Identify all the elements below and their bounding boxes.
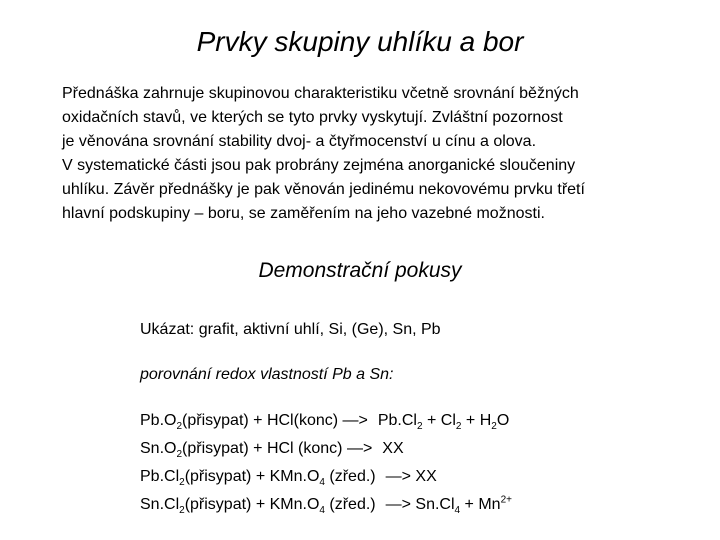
formula-text: O xyxy=(496,412,510,429)
formula-index: 4 xyxy=(319,477,325,489)
formula-text: + H xyxy=(461,412,492,429)
reaction-products xyxy=(382,435,403,463)
section-heading: Demonstrační pokusy xyxy=(258,259,462,282)
formula-index: 2 xyxy=(176,421,183,433)
formula-index: 2 xyxy=(179,505,185,517)
intro-paragraph xyxy=(62,82,702,226)
reaction-reactants xyxy=(140,491,376,519)
intro-line: Přednáška zahrnuje skupinovou charakteristiku včetně srovnání běžných xyxy=(62,85,579,102)
formula-index: 2 xyxy=(491,421,497,433)
reaction-products xyxy=(386,491,512,519)
intro-line: je věnována srovnání stability dvoj- a čtyřmocenství u cínu a olova. xyxy=(62,133,537,150)
demo-items-line: Ukázat: grafit, aktivní uhlí, Si, (Ge), Sn, Pb xyxy=(140,321,441,338)
formula-text: Pb.Cl xyxy=(140,468,180,485)
formula-text: (zřed.) xyxy=(324,468,376,485)
formula-index: 2 xyxy=(179,477,185,489)
formula-text: XX xyxy=(382,440,404,457)
reaction-products xyxy=(378,407,509,435)
formula-text: (přisypat) + HCl(konc) —> xyxy=(182,412,368,429)
reaction-reactants xyxy=(140,463,376,491)
formula-text: —> XX xyxy=(385,468,437,485)
intro-line: hlavní podskupiny – boru, se zaměřením na jeho vazebné možnosti. xyxy=(62,205,545,222)
intro-line: uhlíku. Závěr přednášky je pak věnován jedinému nekovovému prvku třetí xyxy=(62,181,585,198)
formula-text: Sn.O xyxy=(140,440,177,457)
formula-text: (přisypat) + KMn.O xyxy=(184,496,320,513)
formula-text: (přisypat) + HCl (konc) —> xyxy=(182,440,373,457)
reaction-products xyxy=(386,463,437,491)
formula-index: 2 xyxy=(455,421,462,433)
intro-line: V systematické části jsou pak probrány zejména anorganické sloučeniny xyxy=(62,157,576,174)
formula-text: + Mn xyxy=(460,496,501,513)
formula-index: 2 xyxy=(416,421,423,433)
formula-index: 4 xyxy=(319,505,325,517)
formula-index: 2 xyxy=(176,449,183,461)
formula-index: 2+ xyxy=(500,494,512,506)
formula-text: Pb.O xyxy=(140,412,177,429)
formula-text: (zřed.) xyxy=(324,496,376,513)
formula-text: Pb.Cl xyxy=(377,412,417,429)
page-title: Prvky skupiny uhlíku a bor xyxy=(196,26,524,57)
formula-text: Sn.Cl xyxy=(140,496,180,513)
formula-text: —> Sn.Cl xyxy=(385,496,455,513)
reaction-reactants xyxy=(140,435,372,463)
redox-comparison-heading: porovnání redox vlastností Pb a Sn: xyxy=(140,366,394,383)
intro-line: oxidačních stavů, ve kterých se tyto prvky vyskytují. Zvláštní pozornost xyxy=(62,109,563,126)
formula-index: 4 xyxy=(454,505,461,517)
reaction-reactants xyxy=(140,407,368,435)
formula-text: + Cl xyxy=(422,412,456,429)
formula-text: (přisypat) + KMn.O xyxy=(184,468,320,485)
